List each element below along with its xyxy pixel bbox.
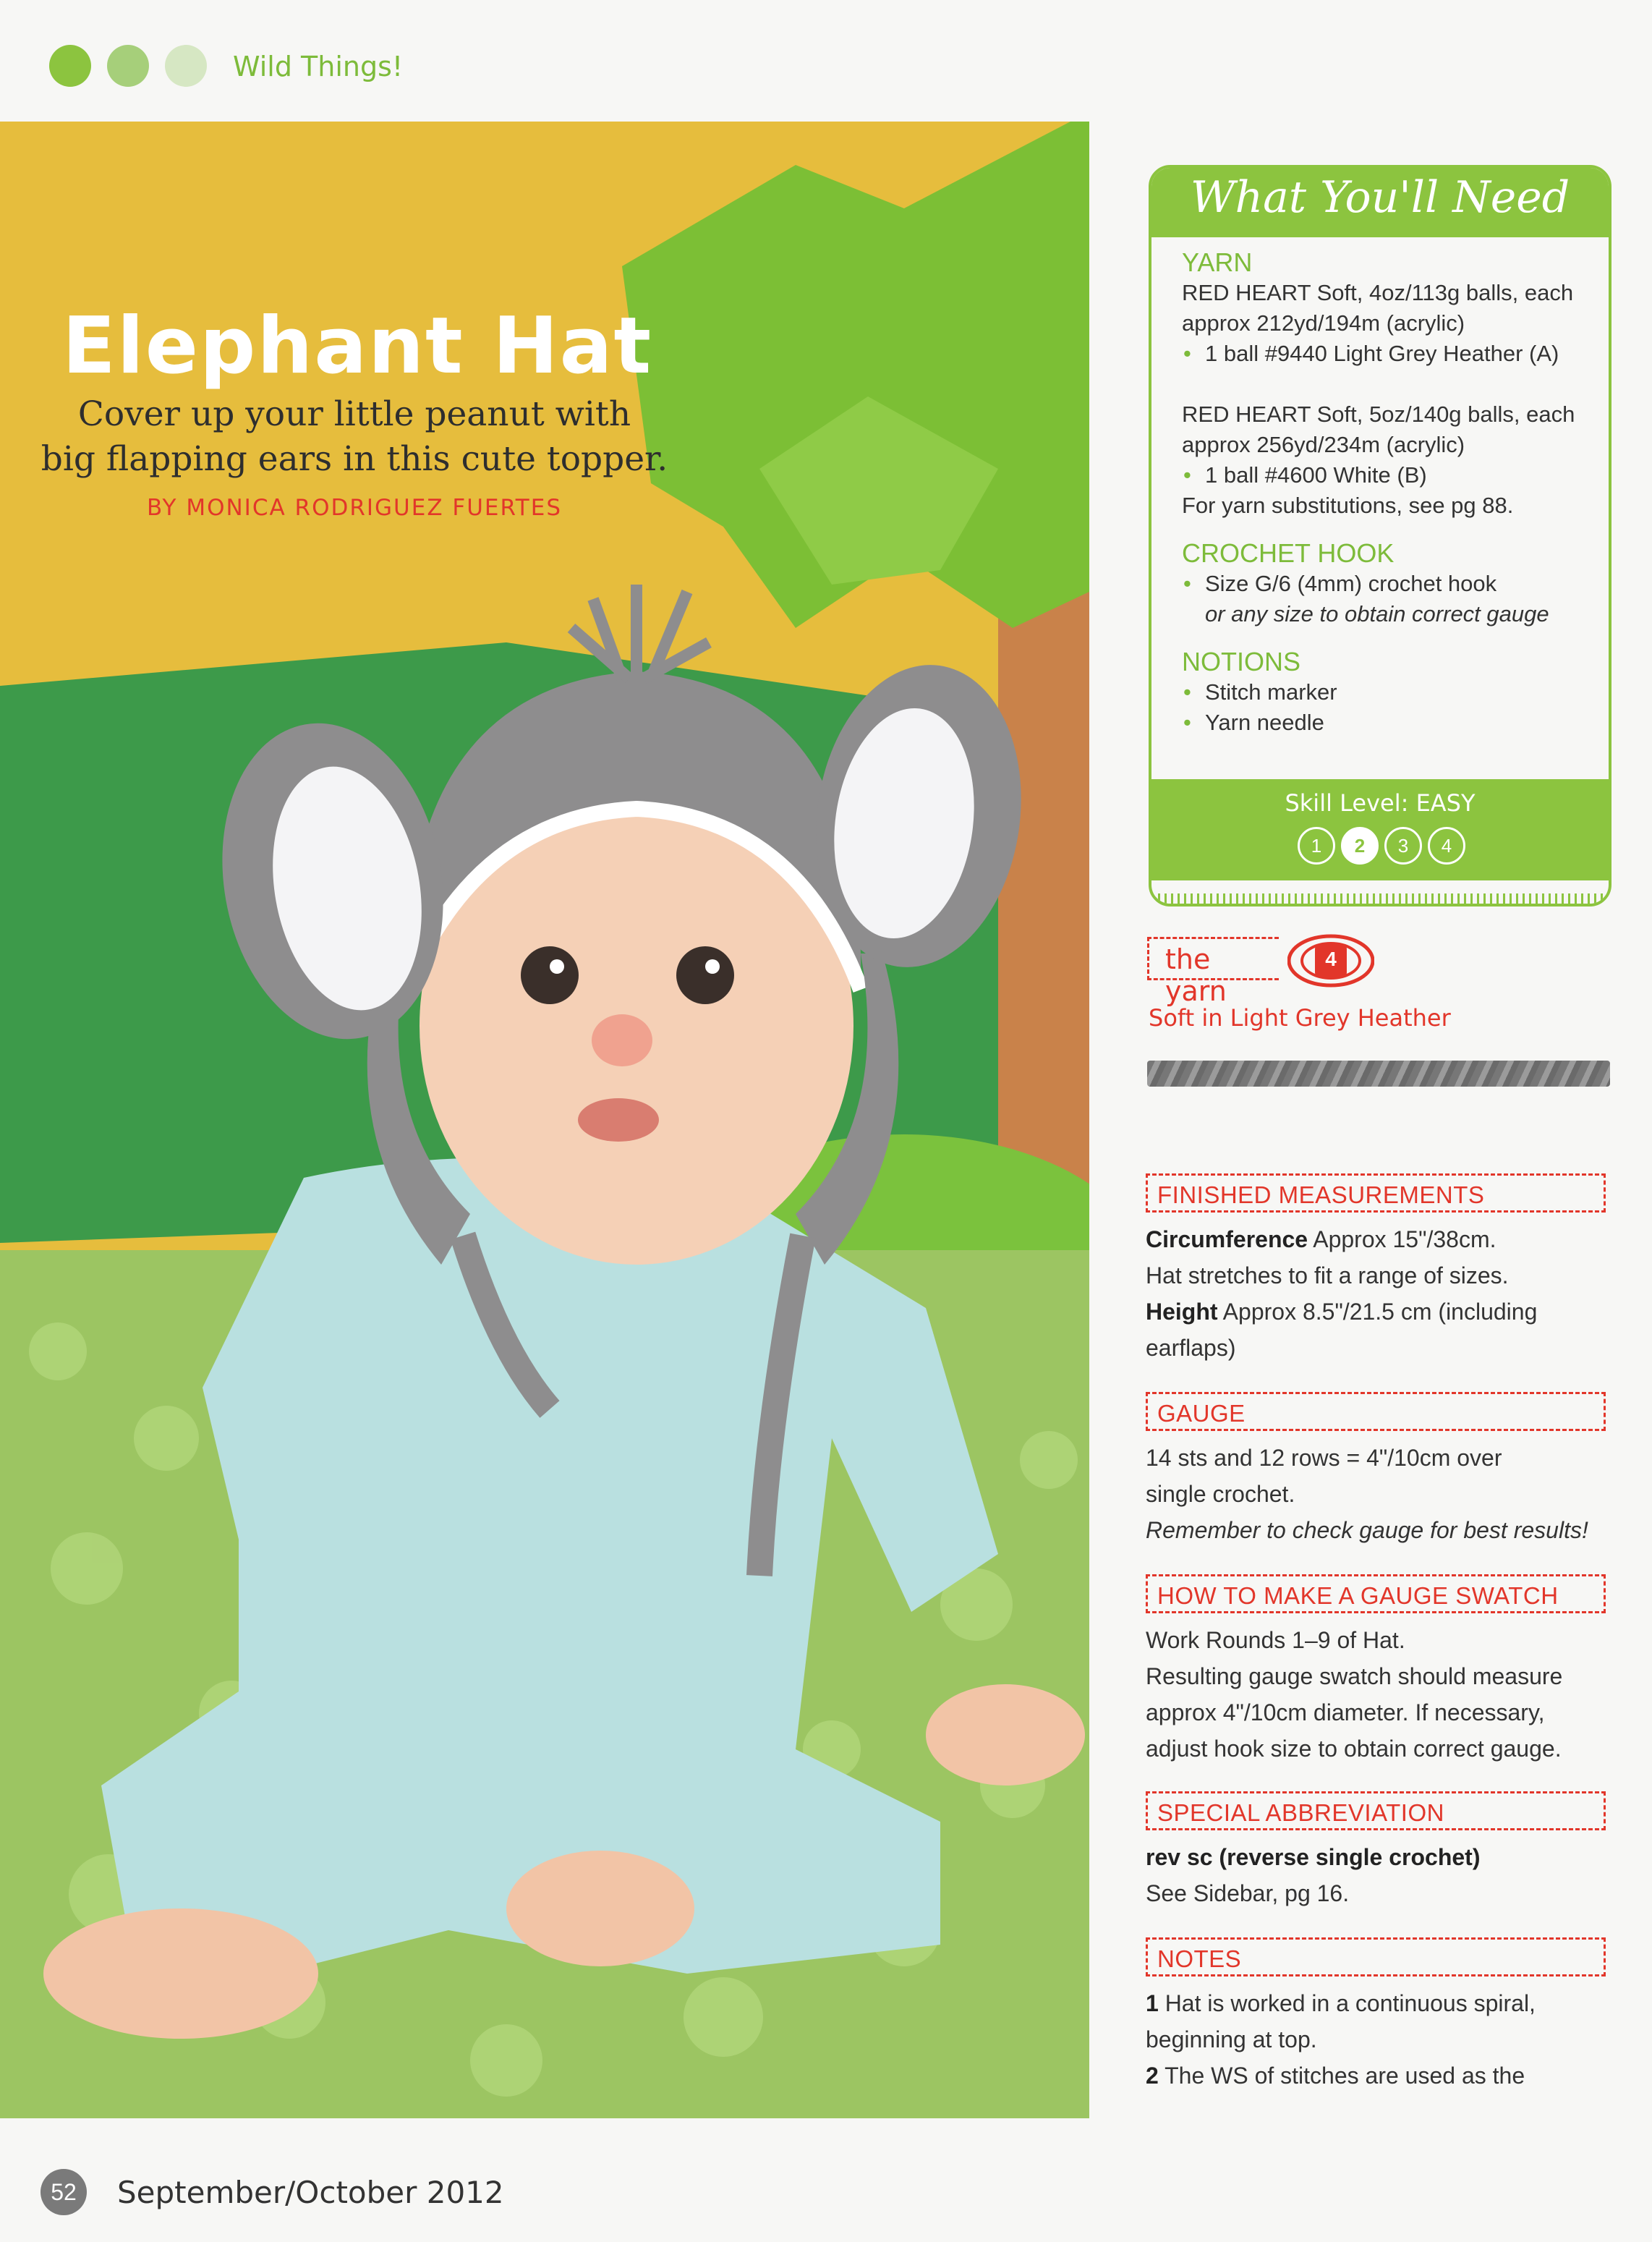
hook-heading: CROCHET HOOK (1182, 538, 1395, 568)
article-subtitle (29, 392, 680, 482)
note-2-line-1: The WS of stitches are used as the (1165, 2063, 1525, 2089)
what-youll-need-box (1149, 165, 1611, 906)
circumference-label: Circumference (1146, 1226, 1308, 1252)
the-yarn-label: the yarn (1165, 943, 1227, 1007)
section-header (1146, 1173, 1606, 1213)
notes-body (1146, 1985, 1606, 2094)
skill-level-4: 4 (1428, 827, 1465, 865)
yarn1-bullet: • 1 ball #9440 Light Grey Heather (A) (1182, 339, 1594, 369)
skill-level-1: 1 (1298, 827, 1335, 865)
page-header (0, 0, 1652, 122)
finished-title: FINISHED MEASUREMENTS (1157, 1181, 1485, 1208)
height-label: Height (1146, 1299, 1218, 1325)
gauge-swatch-section (1146, 1574, 1606, 1767)
subtitle-line-1: Cover up your little peanut with (77, 394, 631, 434)
notion-item: • Stitch marker (1182, 677, 1594, 708)
swatch-body (1146, 1622, 1606, 1767)
swatch-line-1: Work Rounds 1–9 of Hat. (1146, 1627, 1405, 1653)
circumference-text: Approx 15"/38cm. (1313, 1226, 1496, 1252)
hero-photo (0, 122, 1089, 2118)
abbrev-title: SPECIAL ABBREVIATION (1157, 1799, 1444, 1826)
skill-level-label: Skill Level: EASY (1285, 789, 1476, 817)
note-1-number: 1 (1146, 1990, 1159, 2016)
swatch-title: HOW TO MAKE A GAUGE SWATCH (1157, 1582, 1559, 1609)
special-abbreviation-section (1146, 1791, 1606, 1911)
abbrev-term: rev sc (reverse single crochet) (1146, 1844, 1481, 1870)
gauge-section (1146, 1392, 1606, 1548)
swatch-line-4: adjust hook size to obtain correct gauge. (1146, 1736, 1562, 1762)
gauge-body (1146, 1440, 1606, 1548)
skill-level-band (1151, 779, 1609, 880)
gauge-line-2: single crochet. (1146, 1481, 1295, 1507)
subtitle-line-2: big flapping ears in this cute topper. (41, 439, 668, 479)
yarn2-line1: RED HEART Soft, 5oz/140g balls, each (1182, 402, 1575, 427)
note-2-number: 2 (1146, 2063, 1159, 2089)
swatch-line-2: Resulting gauge swatch should measure (1146, 1663, 1563, 1689)
hook-note: or any size to obtain correct gauge (1205, 601, 1549, 627)
notion-item: • Yarn needle (1182, 708, 1594, 738)
yarn1-line1: RED HEART Soft, 4oz/113g balls, each (1182, 280, 1574, 305)
height-text-2: earflaps) (1146, 1335, 1236, 1361)
yarn2-bullet: • 1 ball #4600 White (B) (1182, 460, 1594, 491)
yarn-strand-image (1147, 1061, 1610, 1087)
gauge-line-1: 14 sts and 12 rows = 4"/10cm over (1146, 1445, 1502, 1471)
swatch-line-3: approx 4"/10cm diameter. If necessary, (1146, 1699, 1545, 1725)
header-dot-2 (107, 45, 149, 87)
skill-level-indicator (1298, 827, 1471, 866)
byline: BY MONICA RODRIGUEZ FUERTES (146, 495, 563, 521)
note-1-line-1: Hat is worked in a continuous spiral, (1165, 1990, 1536, 2016)
height-text: Approx 8.5"/21.5 cm (including (1222, 1299, 1538, 1325)
header-dot-1 (49, 45, 91, 87)
yarn-note: For yarn substitutions, see pg 88. (1182, 493, 1514, 518)
need-header (1151, 168, 1609, 237)
stretch-text: Hat stretches to fit a range of sizes. (1146, 1262, 1509, 1288)
abbrev-body (1146, 1839, 1606, 1911)
yarn-name: Soft in Light Grey Heather (1149, 1004, 1451, 1032)
yarn-weight-number: 4 (1325, 948, 1337, 970)
need-title: What You'll Need (1190, 172, 1570, 223)
section-header (1146, 1574, 1606, 1613)
notions-heading: NOTIONS (1182, 647, 1301, 676)
section-header (1146, 1392, 1606, 1431)
article-title: Elephant Hat (62, 301, 653, 391)
need-body (1182, 247, 1594, 738)
yarn1-line2: approx 212yd/194m (acrylic) (1182, 310, 1465, 336)
finished-body (1146, 1221, 1606, 1366)
note-1-line-2: beginning at top. (1146, 2026, 1317, 2052)
header-dot-3 (165, 45, 207, 87)
skill-level-3: 3 (1384, 827, 1422, 865)
box-tick-border (1151, 893, 1609, 904)
the-yarn-tag (1147, 937, 1279, 1007)
hook-bullet: • Size G/6 (4mm) crochet hook (1182, 569, 1594, 599)
section-header (1146, 1791, 1606, 1830)
yarn-heading: YARN (1182, 247, 1253, 277)
gauge-title: GAUGE (1157, 1400, 1246, 1427)
section-header (1146, 1937, 1606, 1976)
notes-title: NOTES (1157, 1945, 1242, 1972)
section-name: Wild Things! (233, 51, 404, 82)
yarn2-line2: approx 256yd/234m (acrylic) (1182, 432, 1465, 457)
gauge-note: Remember to check gauge for best results! (1146, 1517, 1588, 1543)
page-number: 52 (41, 2169, 87, 2215)
issue-date: September/October 2012 (117, 2175, 504, 2210)
finished-measurements-section (1146, 1173, 1606, 1366)
notes-section (1146, 1937, 1606, 2094)
abbrev-ref: See Sidebar, pg 16. (1146, 1880, 1350, 1906)
skill-level-2-active: 2 (1341, 827, 1379, 865)
